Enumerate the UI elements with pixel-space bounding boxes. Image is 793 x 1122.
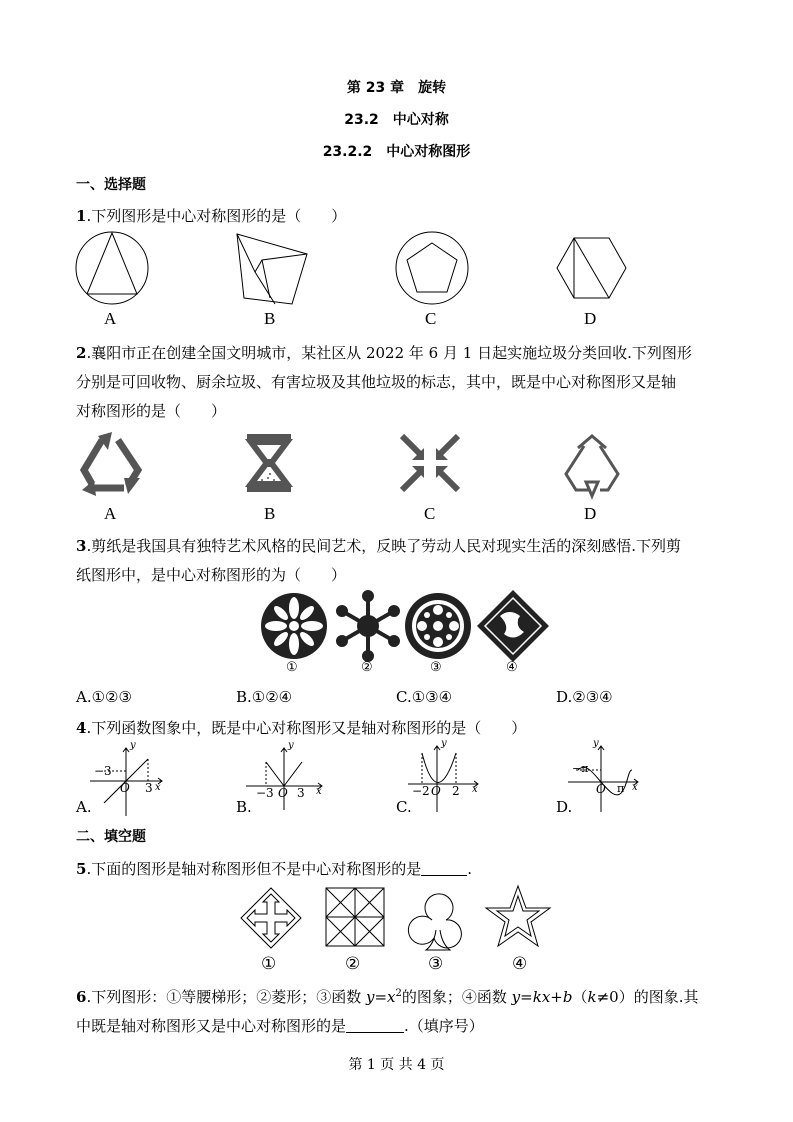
- q6-exp: 2: [395, 988, 402, 999]
- q5-label-2: ②: [345, 954, 361, 973]
- q5-label-4: ④: [512, 954, 528, 973]
- q6-line2: [76, 1015, 484, 1036]
- q4b-left-tick: −3: [256, 786, 274, 800]
- q6-number: 6: [76, 988, 87, 1006]
- q6-text-a: .下列图形：①等腰梯形；②菱形；③函数: [86, 988, 366, 1006]
- part2-title: 二、填空题: [76, 829, 146, 845]
- q4a-x-label: x: [155, 782, 161, 793]
- q1-stem: .下列图形是中心对称图形的是（ ）: [86, 207, 347, 225]
- q4-stem: .下列函数图象中，既是中心对称图形又是轴对称图形的是（ ）: [86, 719, 527, 737]
- q4d-right-tick: π: [617, 782, 625, 795]
- q4-option-d: D.: [556, 798, 573, 816]
- q3-option-b: B.①②④: [236, 688, 293, 706]
- q2-number: 2: [76, 344, 87, 362]
- q3-line2: 纸图形中，是中心对称图形的为（ ）: [76, 566, 347, 584]
- q6-var-y1: y: [365, 988, 375, 1006]
- q4b-right-tick: 3: [297, 786, 305, 800]
- q6-paren: （: [572, 988, 588, 1006]
- q6-text-g: ≠0）的图象.其: [596, 988, 699, 1006]
- q4c-y-label: y: [441, 738, 447, 749]
- q5-label-1: ①: [261, 954, 277, 973]
- q4-option-c: C.: [396, 798, 412, 816]
- q2-label-c: C: [424, 504, 436, 523]
- q4b-y-label: y: [288, 740, 294, 751]
- q4d-origin: O: [596, 782, 606, 796]
- q6-var-kx: kx: [532, 988, 551, 1006]
- q3-figure-label-4: ④: [506, 660, 518, 675]
- q4c-left-tick: −2: [412, 784, 430, 798]
- q2-label-b: B: [264, 504, 276, 523]
- q3-number: 3: [76, 537, 87, 555]
- q3-option-c: C.①③④: [396, 688, 453, 706]
- q5-stem: .下面的图形是轴对称图形但不是中心对称图形的是: [86, 860, 422, 878]
- q1-label-a: A: [104, 309, 117, 328]
- q2-line3: 对称图形的是（ ）: [76, 402, 227, 420]
- q4a-y-label: y: [130, 740, 136, 751]
- q6-text-2b: .（填序号）: [404, 1017, 484, 1035]
- q5-figure-1: [241, 888, 301, 948]
- q4d-left-tick: −π: [572, 762, 589, 775]
- q3-figure-label-3: ③: [430, 660, 442, 675]
- q6-text-c: 的图象；④函数: [401, 988, 512, 1006]
- q6-eq2: =: [520, 988, 533, 1006]
- q4c-x-label: x: [472, 784, 478, 795]
- q4-option-a: A.: [76, 798, 92, 816]
- q5-tail: .: [467, 860, 472, 878]
- q4c-right-tick: 2: [452, 784, 460, 798]
- q3-figure-label-1: ①: [286, 660, 298, 675]
- page-footer: 第 1 页 共 4 页: [348, 1057, 445, 1073]
- q4a-right-tick: 3: [145, 781, 153, 795]
- q5-number: 5: [76, 860, 87, 878]
- q2-label-a: A: [104, 504, 117, 523]
- q6-var-y2: y: [511, 988, 521, 1006]
- q6-text-2a: 中既是轴对称图形又是中心对称图形的是: [76, 1017, 347, 1035]
- q3-stem-1: .剪纸是我国具有独特艺术风格的民间艺术，反映了劳动人民对现实生活的深刻感悟.下列剪: [86, 537, 681, 555]
- q4-number: 4: [76, 719, 87, 737]
- q4d-y-label: y: [593, 738, 599, 749]
- q5-label-3: ③: [428, 954, 444, 973]
- q6-line1: [76, 986, 698, 1007]
- q6-var-x: x: [387, 988, 396, 1006]
- chapter-title: 第 23 章 旋转: [346, 80, 447, 96]
- q1-label-b: B: [264, 309, 276, 328]
- q3-option-a: A.①②③: [76, 688, 132, 706]
- q4-option-b: B.: [236, 798, 252, 816]
- q5-figure-4: [486, 886, 550, 946]
- q5-figure-3: [408, 894, 461, 950]
- q3-option-d: D.②③④: [556, 688, 613, 706]
- q4a-left-tick: −3: [94, 764, 112, 778]
- q3-figure-label-2: ②: [361, 660, 373, 675]
- q1-label-d: D: [584, 309, 597, 328]
- q6-eq1: =: [374, 988, 388, 1006]
- q4d-x-label: x: [632, 782, 638, 793]
- q2-label-d: D: [584, 504, 597, 523]
- subsection-title: 23.2.2 中心对称图形: [322, 144, 471, 160]
- q6-var-k: k: [587, 988, 597, 1006]
- q6-plus: +: [550, 988, 563, 1006]
- section-title: 23.2 中心对称: [344, 112, 449, 128]
- q6-var-b: b: [562, 988, 573, 1006]
- q2-stem-1: .襄阳市正在创建全国文明城市，某社区从 2022 年 6 月 1 日起实施垃圾分类回收.下列图形: [86, 344, 692, 362]
- q4b-x-label: x: [316, 786, 322, 797]
- q4a-origin: O: [120, 781, 130, 795]
- q6-answer-blank[interactable]: [346, 1018, 404, 1033]
- q2-line2: 分别是可回收物、厨余垃圾、有害垃圾及其他垃圾的标志，其中，既是中心对称图形又是轴: [76, 373, 677, 391]
- q4c-origin: O: [431, 784, 441, 798]
- q5-figure-2: [326, 888, 384, 946]
- q1-label-c: C: [425, 309, 437, 328]
- q1-number: 1: [76, 207, 87, 225]
- q4b-origin: O: [278, 786, 288, 800]
- part1-title: 一、选择题: [76, 177, 146, 193]
